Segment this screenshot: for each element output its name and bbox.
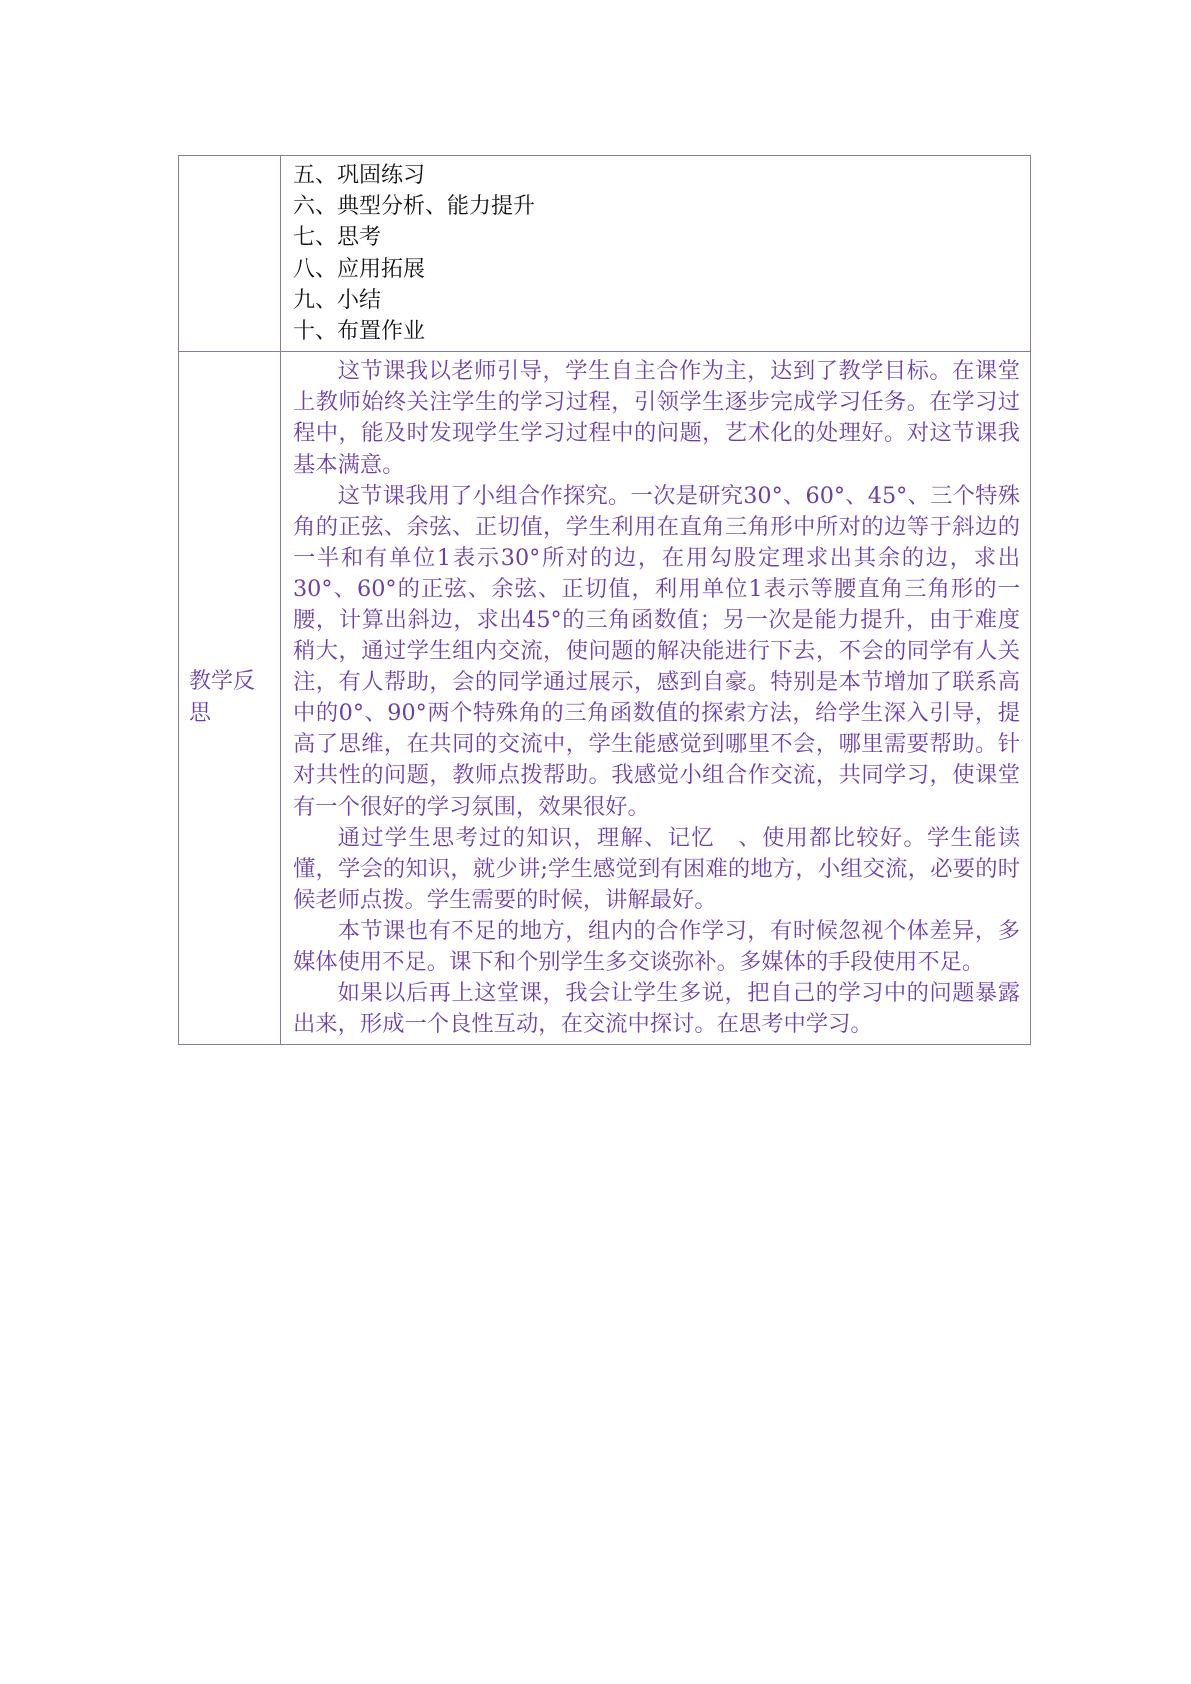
step-item: 七、思考 xyxy=(293,225,382,251)
reflection-paragraph: 本节课也有不足的地方，组内的合作学习，有时候忽视个体差异，多媒体使用不足。课下和个别学生多交谈弥补。多媒体的手段使用不足。 xyxy=(293,917,1020,975)
steps-label-cell xyxy=(179,156,281,352)
step-item: 五、巩固练习 xyxy=(293,163,426,188)
reflection-paragraph: 这节课我以老师引导，学生自主合作为主，达到了教学目标。在课堂上教师始终关注学生的学习过程，引领学生逐步完成学习任务。在学习过程中，能及时发现学生学习过程中的问题，艺术化的处理好。对这节课我基本满意。 xyxy=(293,358,1020,478)
steps-cell xyxy=(281,156,1031,352)
step-item: 六、典型分析、能力提升 xyxy=(293,194,536,220)
reflection-cell xyxy=(281,352,1031,1045)
reflection-paragraph: 这节课我用了小组合作探究。一次是研究30°、60°、45°、三个特殊角的正弦、余弦、正切值，学生利用在直角三角形中所对的边等于斜边的一半和有单位1表示30°所对的边，在用勾股定理求出其余的边，求出30°、60°的正弦、余弦、正切值，利用单位1表示等腰直角三角形的一腰，计算出斜边，求出45°的三角函数值；另一次是能力提升，由于难度稍大，通过学生组内交流，使问题的解决能进行下去，不会的同学有人关注，有人帮助，会的同学通过展示，感到自豪。特别是本节增加了联系高中的0°、90°两个特殊角的三角函数值的探索方法，给学生深入引导，提高了思维，在共同的交流中，学生能感觉到哪里不会，哪里需要帮助。针对共性的问题，教师点拨帮助。我感觉小组合作交流，共同学习，使课堂有一个很好的学习氛围，效果很好。 xyxy=(293,482,1020,820)
step-item: 九、小结 xyxy=(293,287,382,313)
reflection-paragraph: 如果以后再上这堂课，我会让学生多说，把自己的学习中的问题暴露出来，形成一个良性互动，在交流中探讨。在思考中学习。 xyxy=(293,980,1020,1038)
reflection-row xyxy=(179,352,1031,1045)
lesson-plan-table xyxy=(178,155,1031,1045)
step-item: 十、布置作业 xyxy=(293,319,426,345)
reflection-label: 教学反思 xyxy=(179,352,281,1045)
step-item: 八、应用拓展 xyxy=(293,256,426,282)
reflection-paragraph: 通过学生思考过的知识，理解、记忆 、使用都比较好。学生能读懂，学会的知识，就少讲;学生感觉到有困难的地方，小组交流，必要的时候老师点拨。学生需要的时候，讲解最好。 xyxy=(293,824,1020,913)
steps-row xyxy=(179,156,1031,352)
